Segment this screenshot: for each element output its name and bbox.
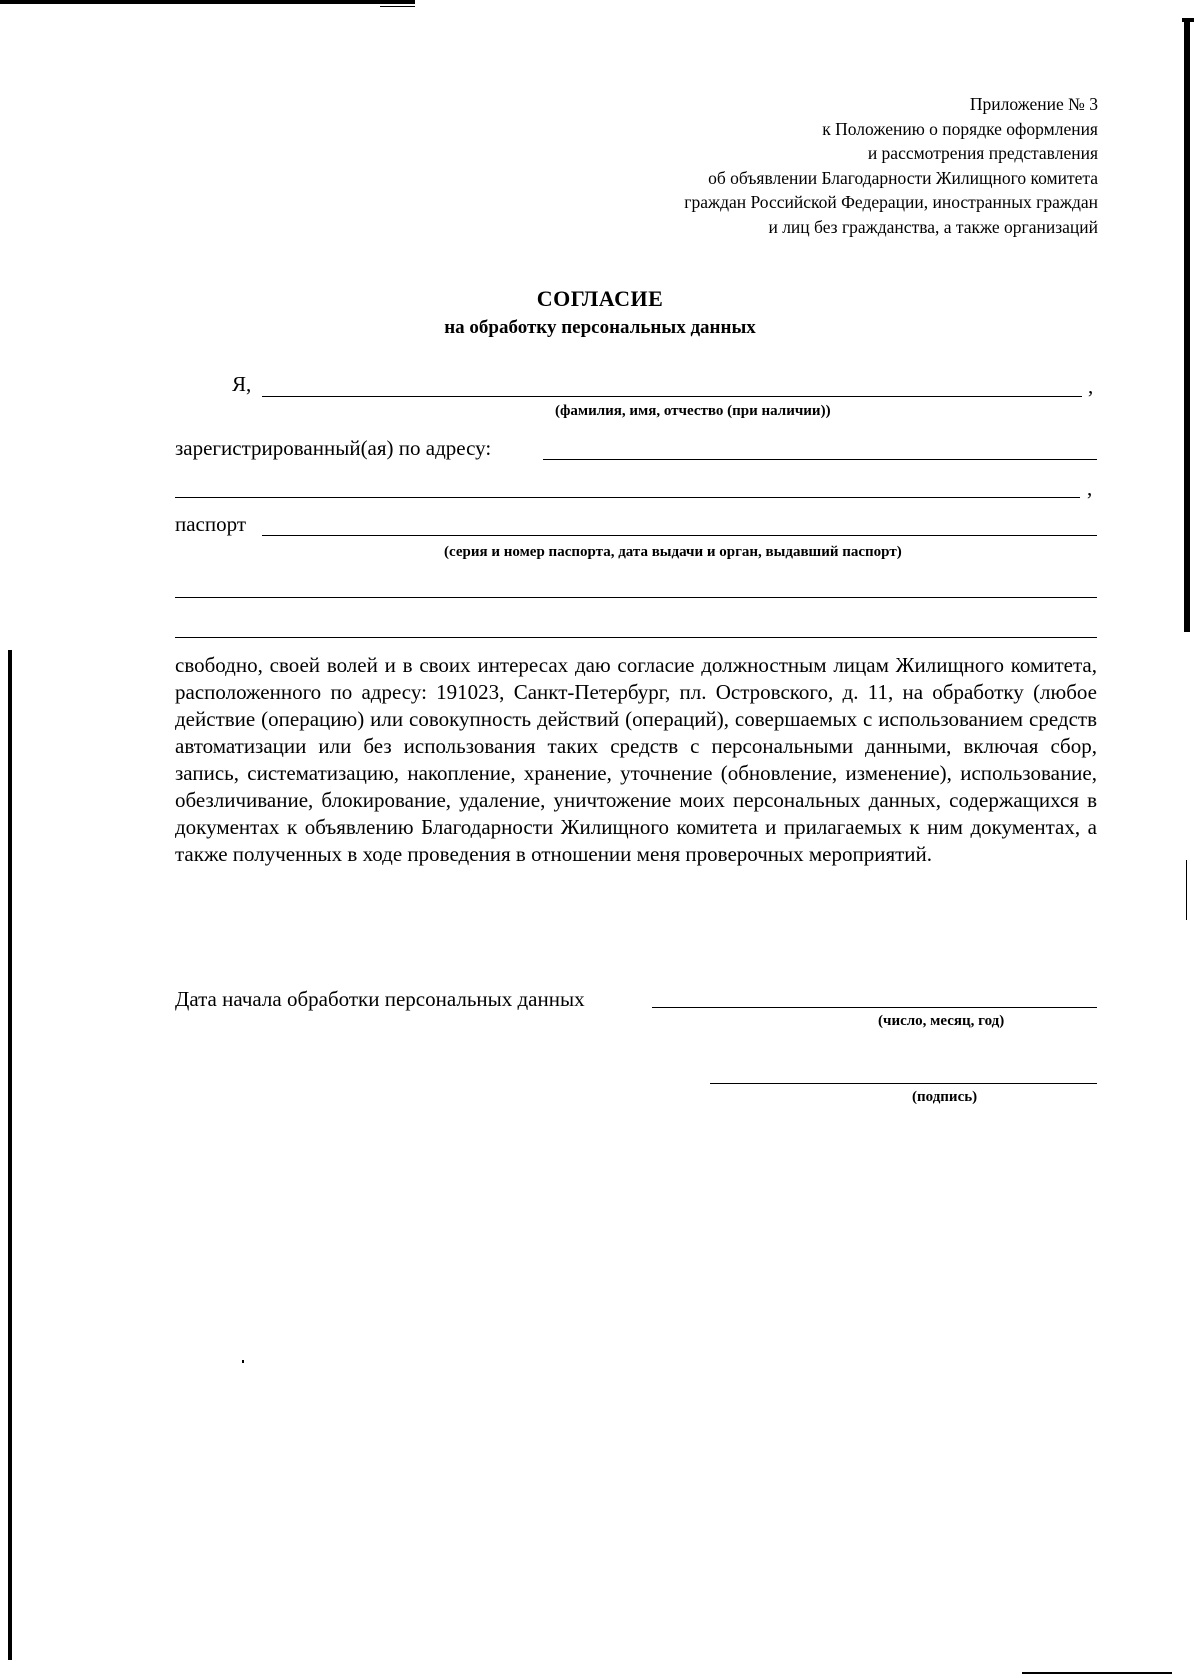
appendix-line: об объявлении Благодарности Жилищного комитета (708, 167, 1098, 188)
name-trailing-comma: , (1088, 374, 1094, 398)
scan-artifact-bottom-right (1022, 1672, 1172, 1674)
consent-text (175, 652, 1097, 868)
passport-field-line[interactable] (262, 535, 1097, 536)
signature-hint: (подпись) (912, 1089, 978, 1105)
appendix-line: и лиц без гражданства, а также организаций (768, 216, 1098, 237)
signature-line[interactable] (710, 1083, 1097, 1084)
date-hint: (число, месяц, год) (878, 1013, 1005, 1029)
appendix-line: граждан Российской Федерации, иностранных граждан (684, 192, 1098, 212)
scan-artifact-top-left-thin (380, 6, 415, 7)
appendix-line: и рассмотрения представления (867, 143, 1098, 163)
address-field-line-2[interactable] (175, 497, 1080, 498)
date-field-line[interactable] (652, 1007, 1097, 1008)
passport-hint: (серия и номер паспорта, дата выдачи и орган, выдавший паспорт) (444, 544, 902, 560)
passport-field-line-3[interactable] (175, 637, 1097, 638)
appendix-line: Приложение № 3 (969, 94, 1098, 114)
passport-label: паспорт (175, 512, 247, 536)
scan-artifact-right-mid (1186, 860, 1187, 920)
name-hint: (фамилия, имя, отчество (при наличии)) (555, 403, 831, 419)
address-label: зарегистрированный(ая) по адресу: (175, 436, 492, 460)
scan-artifact-right-hook (1182, 18, 1194, 22)
i-label: Я, (232, 372, 252, 396)
date-label: Дата начала обработки персональных данных (175, 987, 585, 1011)
scan-artifact-dot (242, 1360, 244, 1363)
document-title: СОГЛАСИЕ (536, 286, 664, 311)
consent-paragraph: свободно, своей волей и в своих интересах даю согласие должностным лицам Жилищного комитета, расположенного по адресу: 191023, Санкт-Петербург, пл. Островского, д. 11, на обработку (любое действие (операцию) или совокупность действий (операций), совершаемых с использованием средств автоматизации или без использования таких средств с персональными данными, включая сбор, запись, систематизацию, накопление, хранение, уточнение (обновление, изменение), использование, обезличивание, блокирование, удаление, уничтожение моих персональных данных, содержащихся в документах к объявлению Благодарности Жилищного комитета и прилагаемых к ним документах, а также полученных в ходе проведения в отношении меня проверочных мероприятий. (175, 653, 1097, 866)
scan-artifact-top-left (0, 0, 415, 4)
appendix-line: к Положению о порядке оформления (822, 118, 1098, 139)
passport-field-line-2[interactable] (175, 597, 1097, 598)
address-trailing-comma: , (1087, 476, 1093, 500)
scan-artifact-left-edge (8, 650, 12, 1660)
address-field-line-1[interactable] (543, 459, 1097, 460)
name-field-line[interactable] (262, 396, 1082, 397)
document-subtitle: на обработку персональных данных (444, 317, 756, 338)
appendix-header (684, 92, 1098, 239)
